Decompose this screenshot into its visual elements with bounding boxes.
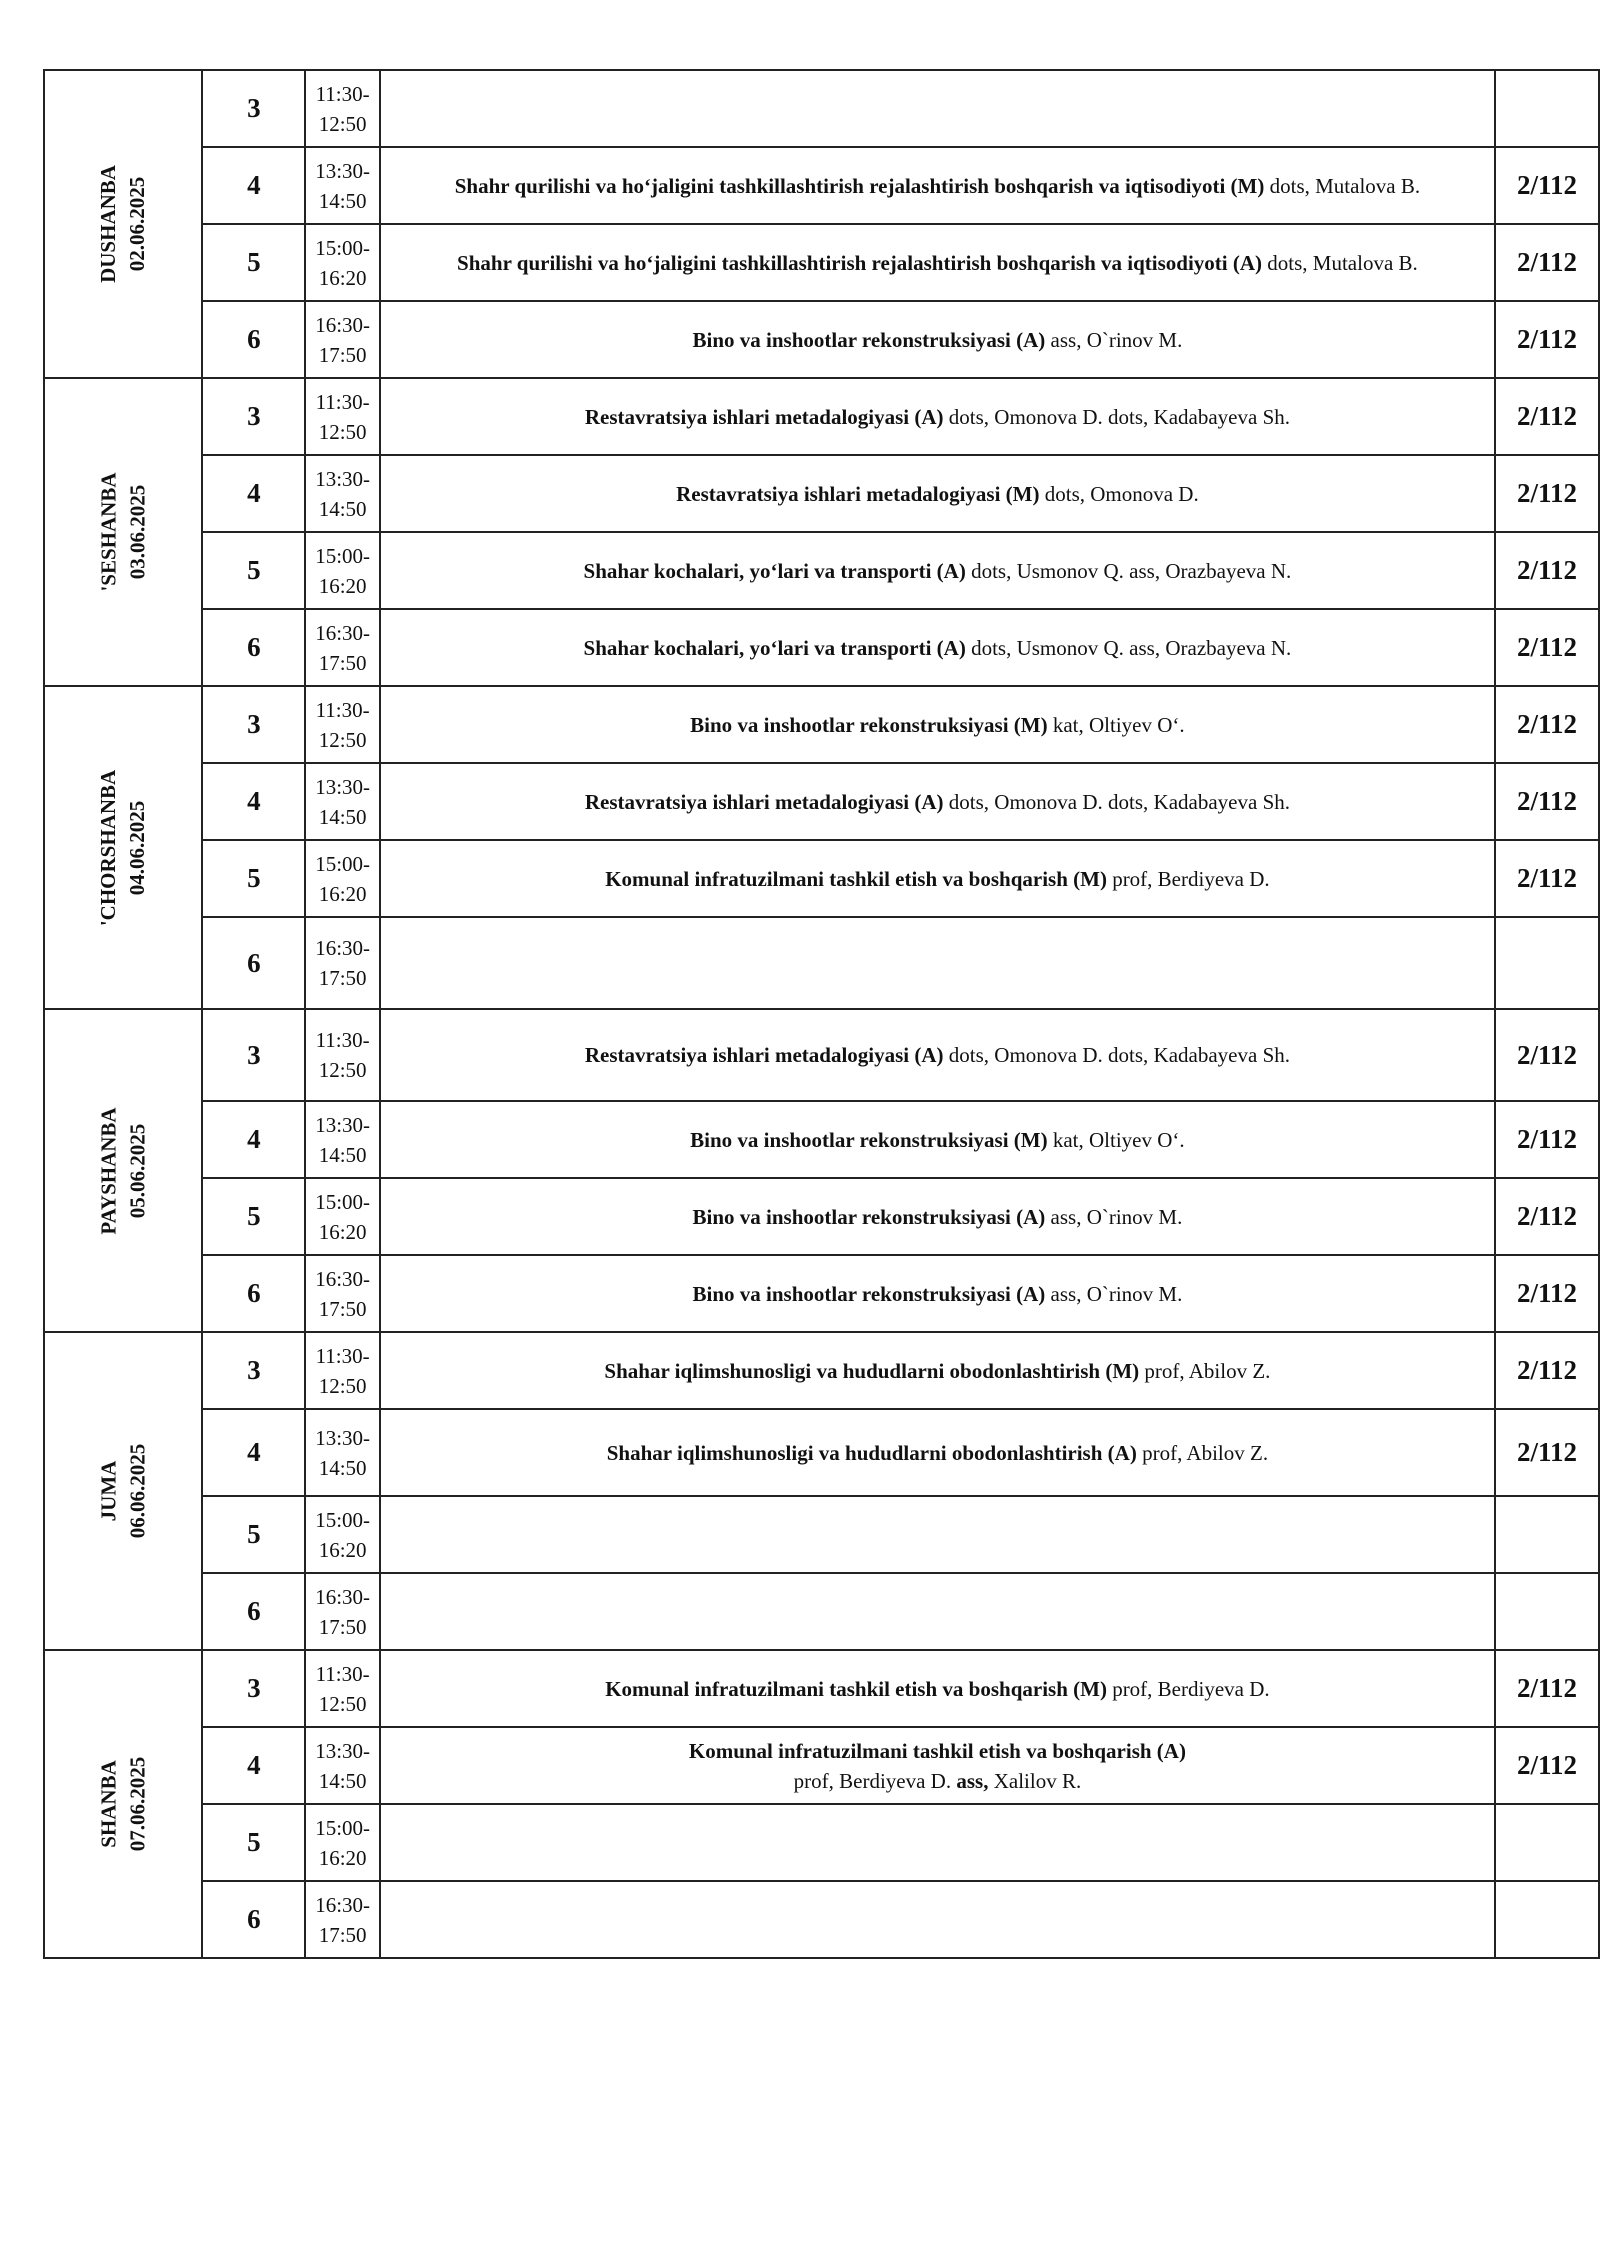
pair-number: 3: [202, 1650, 305, 1727]
time-end: 14:50: [318, 496, 367, 521]
room-cell: 2/112: [1495, 532, 1599, 609]
time-start: 13:30-: [315, 774, 371, 799]
subject-cell: [380, 1804, 1495, 1881]
time-end: 14:50: [318, 1768, 367, 1793]
subject-title: Shahar iqlimshunosligi va hududlarni obodonlashtirish (M): [604, 1358, 1140, 1383]
time-cell: [305, 147, 380, 224]
time-end: 16:20: [318, 573, 367, 598]
schedule-row: [44, 763, 1599, 840]
time-end: 16:20: [318, 1537, 367, 1562]
time-end: 17:50: [318, 1296, 367, 1321]
time-start: 11:30-: [315, 81, 370, 106]
time-end: 16:20: [318, 265, 367, 290]
schedule-row: [44, 532, 1599, 609]
subject-title: Bino va inshootlar rekonstruksiyasi (M): [690, 1127, 1048, 1152]
time-cell: [305, 1101, 380, 1178]
day-date: 06.06.2025: [125, 1443, 150, 1539]
pair-number: 5: [202, 1178, 305, 1255]
subject-cell: [380, 532, 1495, 609]
time-cell: [305, 686, 380, 763]
subject-cell: [380, 1409, 1495, 1496]
time-end: 12:50: [318, 727, 367, 752]
time-end: 12:50: [318, 1373, 367, 1398]
subject-cell: [380, 1101, 1495, 1178]
time-start: 11:30-: [315, 697, 370, 722]
time-start: 16:30-: [315, 620, 371, 645]
teacher-text: prof, Berdiyeva D.: [793, 1768, 957, 1793]
time-end: 12:50: [318, 111, 367, 136]
pair-number: 6: [202, 301, 305, 378]
schedule-row: [44, 1409, 1599, 1496]
room-cell: 2/112: [1495, 1332, 1599, 1409]
time-start: 16:30-: [315, 1892, 371, 1917]
day-name: DUSHANBA: [96, 165, 121, 283]
time-start: 16:30-: [315, 312, 371, 337]
room-cell: 2/112: [1495, 1650, 1599, 1727]
subject-cell: [380, 1573, 1495, 1650]
subject-cell: [380, 224, 1495, 301]
time-cell: [305, 532, 380, 609]
schedule-row: [44, 224, 1599, 301]
time-cell: [305, 1178, 380, 1255]
room-cell: 2/112: [1495, 763, 1599, 840]
subject-teacher: kat, Oltiyev O‘.: [1047, 1127, 1185, 1152]
pair-number: 6: [202, 1881, 305, 1958]
subject-teacher: dots, Usmonov Q. ass, Orazbayeva N.: [965, 635, 1292, 660]
subject-teacher: dots, Omonova D.: [1039, 481, 1199, 506]
day-name: 'SESHANBA: [96, 472, 121, 592]
time-start: 13:30-: [315, 158, 371, 183]
subject-teachers: [387, 1766, 1488, 1796]
subject-title: Shahr qurilishi va ho‘jaligini tashkillashtirish rejalashtirish boshqarish va iqtisodiyoti (A): [457, 250, 1263, 275]
time-end: 17:50: [318, 1614, 367, 1639]
pair-number: 4: [202, 147, 305, 224]
schedule-row: [44, 301, 1599, 378]
time-end: 14:50: [318, 1142, 367, 1167]
subject-cell: [380, 763, 1495, 840]
schedule-row: [44, 1255, 1599, 1332]
room-cell: 2/112: [1495, 609, 1599, 686]
pair-number: 4: [202, 1727, 305, 1804]
subject-cell: [380, 686, 1495, 763]
time-cell: [305, 763, 380, 840]
time-cell: [305, 840, 380, 917]
pair-number: 3: [202, 1332, 305, 1409]
room-cell: 2/112: [1495, 686, 1599, 763]
subject-title: Komunal infratuzilmani tashkil etish va boshqarish (A): [688, 1738, 1186, 1763]
pair-number: 6: [202, 1255, 305, 1332]
room-cell: 2/112: [1495, 378, 1599, 455]
subject-title: Shahar kochalari, yo‘lari va transporti (A): [583, 558, 966, 583]
time-end: 17:50: [318, 342, 367, 367]
pair-number: 5: [202, 1804, 305, 1881]
subject-cell: [380, 1255, 1495, 1332]
pair-number: 4: [202, 1101, 305, 1178]
subject-cell: [380, 1650, 1495, 1727]
teacher-title: ass,: [956, 1768, 989, 1793]
day-date: 07.06.2025: [125, 1756, 150, 1852]
subject-title: Bino va inshootlar rekonstruksiyasi (A): [692, 1281, 1046, 1306]
time-end: 16:20: [318, 1219, 367, 1244]
pair-number: 5: [202, 1496, 305, 1573]
day-label: [94, 769, 152, 925]
schedule-row: [44, 1650, 1599, 1727]
subject-cell: [380, 1496, 1495, 1573]
room-cell: 2/112: [1495, 224, 1599, 301]
subject-teacher: prof, Abilov Z.: [1139, 1358, 1271, 1383]
subject-title: Restavratsiya ishlari metadalogiyasi (A): [584, 1043, 944, 1067]
time-cell: [305, 70, 380, 147]
day-date: 02.06.2025: [125, 176, 150, 272]
subject-title: Restavratsiya ishlari metadalogiyasi (A): [584, 404, 944, 429]
time-cell: [305, 1804, 380, 1881]
schedule-row: [44, 1804, 1599, 1881]
day-cell: [44, 686, 202, 1009]
room-cell: 2/112: [1495, 1178, 1599, 1255]
room-cell: 2/112: [1495, 1255, 1599, 1332]
pair-number: 5: [202, 224, 305, 301]
teacher-text: Xalilov R.: [988, 1768, 1082, 1793]
room-cell: [1495, 1804, 1599, 1881]
pair-number: 6: [202, 609, 305, 686]
subject-title: Bino va inshootlar rekonstruksiyasi (A): [692, 327, 1046, 352]
time-cell: [305, 1255, 380, 1332]
day-date: 05.06.2025: [125, 1123, 150, 1218]
schedule-row: [44, 147, 1599, 224]
time-cell: [305, 1409, 380, 1496]
time-cell: [305, 301, 380, 378]
schedule-row: [44, 840, 1599, 917]
day-label: [94, 1757, 152, 1852]
day-cell: [44, 1009, 202, 1332]
subject-teacher: dots, Omonova D. dots, Kadabayeva Sh.: [943, 1043, 1290, 1067]
time-start: 15:00-: [315, 851, 371, 876]
room-cell: 2/112: [1495, 1101, 1599, 1178]
schedule-row: [44, 1009, 1599, 1101]
subject-cell: [380, 1009, 1495, 1101]
day-name: JUMA: [96, 1460, 121, 1522]
time-cell: [305, 455, 380, 532]
pair-number: 3: [202, 1009, 305, 1101]
subject-cell: [380, 1332, 1495, 1409]
schedule-row: [44, 917, 1599, 1009]
time-start: 15:00-: [315, 1815, 371, 1840]
day-label: [94, 1107, 152, 1234]
day-name: PAYSHANBA: [96, 1106, 121, 1235]
subject-teacher: prof, Berdiyeva D.: [1106, 1676, 1270, 1701]
pair-number: 3: [202, 686, 305, 763]
room-cell: 2/112: [1495, 840, 1599, 917]
time-start: 16:30-: [315, 1584, 371, 1609]
schedule-row: [44, 686, 1599, 763]
day-date: 04.06.2025: [125, 800, 150, 895]
subject-title: Komunal infratuzilmani tashkil etish va boshqarish (M): [605, 1676, 1107, 1701]
schedule-row: [44, 609, 1599, 686]
time-start: 11:30-: [315, 1661, 370, 1686]
subject-teacher: dots, Mutalova B.: [1264, 173, 1421, 198]
time-start: 13:30-: [315, 1112, 371, 1137]
subject-title: Shahr qurilishi va ho‘jaligini tashkillashtirish rejalashtirish boshqarish va iqtisodiyoti (M): [454, 173, 1265, 198]
pair-number: 4: [202, 1409, 305, 1496]
schedule-row: [44, 1101, 1599, 1178]
subject-cell: [380, 1727, 1495, 1804]
day-label: [94, 472, 152, 591]
day-name: 'CHORSHANBA: [96, 769, 121, 926]
schedule-table: [43, 69, 1600, 1959]
subject-teacher: prof, Abilov Z.: [1136, 1440, 1269, 1465]
schedule-row: [44, 455, 1599, 532]
pair-number: 4: [202, 763, 305, 840]
time-start: 16:30-: [315, 936, 371, 960]
day-label: [94, 165, 152, 283]
pair-number: 6: [202, 917, 305, 1009]
room-cell: 2/112: [1495, 147, 1599, 224]
pair-number: 5: [202, 840, 305, 917]
time-cell: [305, 917, 380, 1009]
time-end: 17:50: [318, 1922, 367, 1947]
subject-cell: [380, 70, 1495, 147]
subject-cell: [380, 455, 1495, 532]
time-cell: [305, 224, 380, 301]
time-cell: [305, 1650, 380, 1727]
room-cell: [1495, 1573, 1599, 1650]
time-end: 17:50: [318, 650, 367, 675]
time-cell: [305, 1496, 380, 1573]
time-cell: [305, 378, 380, 455]
pair-number: 6: [202, 1573, 305, 1650]
day-cell: [44, 1332, 202, 1650]
subject-cell: [380, 1881, 1495, 1958]
pair-number: 5: [202, 532, 305, 609]
room-cell: 2/112: [1495, 301, 1599, 378]
subject-teacher: ass, O`rinov M.: [1045, 1281, 1183, 1306]
pair-number: 4: [202, 455, 305, 532]
subject-teacher: dots, Mutalova B.: [1262, 250, 1418, 275]
pair-number: 3: [202, 378, 305, 455]
schedule-row: [44, 1496, 1599, 1573]
time-cell: [305, 1881, 380, 1958]
time-start: 11:30-: [315, 1028, 370, 1052]
time-end: 14:50: [318, 1455, 367, 1480]
day-cell: [44, 378, 202, 686]
subject-teacher: prof, Berdiyeva D.: [1106, 866, 1270, 891]
schedule-row: [44, 70, 1599, 147]
day-cell: [44, 70, 202, 378]
subject-teacher: dots, Omonova D. dots, Kadabayeva Sh.: [943, 789, 1290, 814]
time-cell: [305, 1573, 380, 1650]
pair-number: 3: [202, 70, 305, 147]
time-cell: [305, 609, 380, 686]
subject-teacher: dots, Omonova D. dots, Kadabayeva Sh.: [943, 404, 1290, 429]
subject-title: Komunal infratuzilmani tashkil etish va boshqarish (M): [605, 866, 1107, 891]
day-label: [94, 1444, 152, 1539]
schedule-row: [44, 1332, 1599, 1409]
subject-cell: [380, 301, 1495, 378]
time-cell: [305, 1727, 380, 1804]
subject-teacher: ass, O`rinov M.: [1045, 1204, 1183, 1229]
day-date: 03.06.2025: [125, 484, 150, 580]
room-cell: 2/112: [1495, 1409, 1599, 1496]
time-start: 11:30-: [315, 389, 370, 414]
subject-title: Shahar kochalari, yo‘lari va transporti (A): [583, 635, 966, 660]
time-start: 11:30-: [315, 1343, 370, 1368]
subject-title: Bino va inshootlar rekonstruksiyasi (A): [692, 1204, 1046, 1229]
time-end: 16:20: [318, 881, 367, 906]
room-cell: 2/112: [1495, 455, 1599, 532]
room-cell: [1495, 1496, 1599, 1573]
time-end: 14:50: [318, 188, 367, 213]
time-start: 15:00-: [315, 1189, 371, 1214]
subject-cell: [380, 147, 1495, 224]
time-end: 12:50: [318, 1058, 367, 1082]
time-start: 15:00-: [315, 235, 371, 260]
time-end: 17:50: [318, 966, 367, 990]
subject-teacher: kat, Oltiyev O‘.: [1047, 712, 1185, 737]
schedule-row: [44, 1573, 1599, 1650]
schedule-row: [44, 1881, 1599, 1958]
subject-cell: [380, 609, 1495, 686]
subject-cell: [380, 378, 1495, 455]
subject-title: Restavratsiya ishlari metadalogiyasi (M): [676, 481, 1040, 506]
schedule-body: [44, 70, 1599, 1958]
time-start: 16:30-: [315, 1266, 371, 1291]
time-start: 13:30-: [315, 1738, 371, 1763]
time-end: 16:20: [318, 1845, 367, 1870]
subject-title: Bino va inshootlar rekonstruksiyasi (M): [690, 712, 1048, 737]
room-cell: [1495, 70, 1599, 147]
time-start: 13:30-: [315, 466, 371, 491]
time-start: 15:00-: [315, 543, 371, 568]
day-name: SHANBA: [96, 1760, 121, 1848]
schedule-row: [44, 1727, 1599, 1804]
schedule-row: [44, 1178, 1599, 1255]
subject-title: Restavratsiya ishlari metadalogiyasi (A): [584, 789, 944, 814]
time-end: 12:50: [318, 1691, 367, 1716]
time-end: 14:50: [318, 804, 367, 829]
time-cell: [305, 1332, 380, 1409]
room-cell: [1495, 917, 1599, 1009]
day-cell: [44, 1650, 202, 1958]
subject-cell: [380, 840, 1495, 917]
time-start: 13:30-: [315, 1425, 371, 1450]
room-cell: 2/112: [1495, 1727, 1599, 1804]
subject-cell: [380, 1178, 1495, 1255]
subject-teacher: dots, Usmonov Q. ass, Orazbayeva N.: [965, 558, 1292, 583]
subject-cell: [380, 917, 1495, 1009]
room-cell: [1495, 1881, 1599, 1958]
time-start: 15:00-: [315, 1507, 371, 1532]
subject-title: Shahar iqlimshunosligi va hududlarni obodonlashtirish (A): [606, 1440, 1137, 1465]
time-cell: [305, 1009, 380, 1101]
subject-teacher: ass, O`rinov M.: [1045, 327, 1183, 352]
room-cell: 2/112: [1495, 1009, 1599, 1101]
time-end: 12:50: [318, 419, 367, 444]
schedule-row: [44, 378, 1599, 455]
